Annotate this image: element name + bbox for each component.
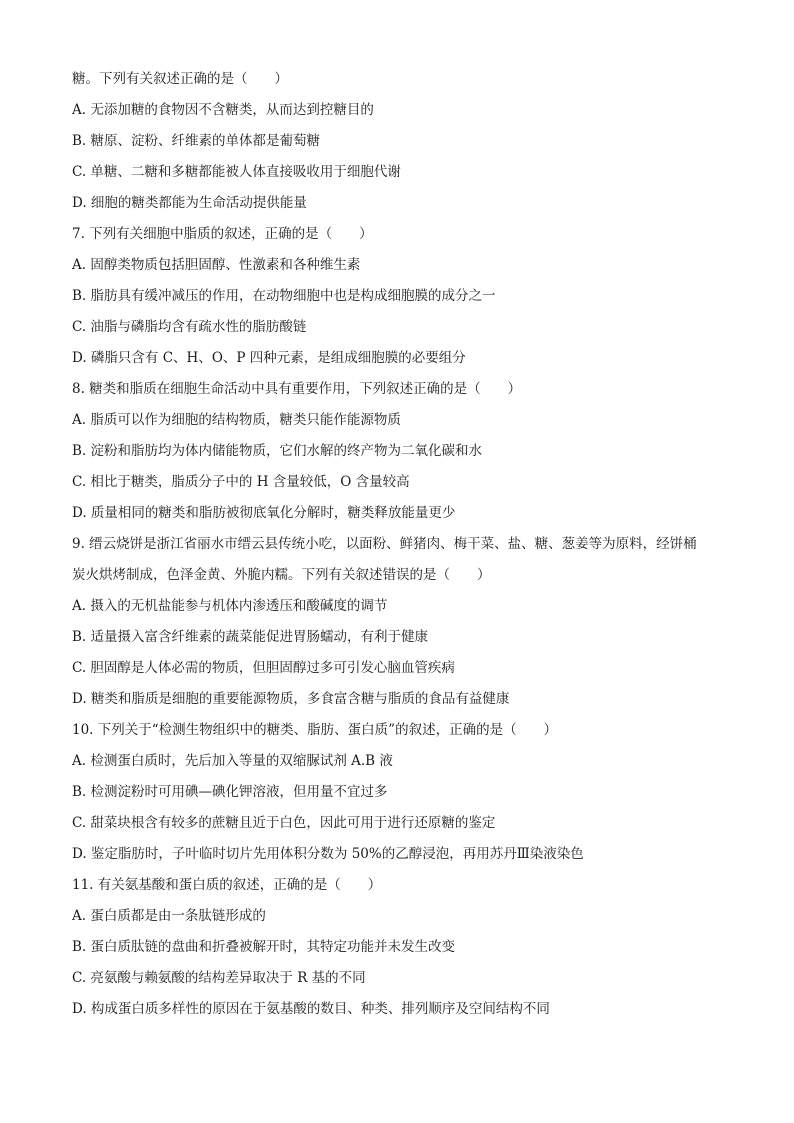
answer-option: B. 蛋白质肽链的盘曲和折叠被解开时，其特定功能并未发生改变 bbox=[72, 939, 456, 955]
answer-option: D. 磷脂只含有 C、H、O、P 四种元素，是组成细胞膜的必要组分 bbox=[72, 350, 466, 366]
answer-option: C. 亮氨酸与赖氨酸的结构差异取决于 R 基的不同 bbox=[72, 970, 366, 986]
document-page bbox=[72, 64, 752, 1025]
answer-option: C. 油脂与磷脂均含有疏水性的脂肪酸链 bbox=[72, 319, 307, 335]
answer-option: A. 摄入的无机盐能参与机体内渗透压和酸碱度的调节 bbox=[72, 598, 388, 614]
answer-option: B. 检测淀粉时可用碘—碘化钾溶液，但用量不宜过多 bbox=[72, 784, 388, 800]
question-stem-line: 7. 下列有关细胞中脂质的叙述，正确的是（ ） bbox=[72, 226, 373, 242]
answer-option: A. 固醇类物质包括胆固醇、性激素和各种维生素 bbox=[72, 257, 361, 273]
question-stem-line: 炭火烘烤制成，色泽金黄、外脆内糯。下列有关叙述错误的是（ ） bbox=[72, 567, 491, 583]
question-stem-line: 9. 缙云烧饼是浙江省丽水市缙云县传统小吃，以面粉、鲜猪肉、梅干菜、盐、糖、葱姜等为原料，经饼桶 bbox=[72, 536, 697, 552]
answer-option: C. 相比于糖类，脂质分子中的 H 含量较低，O 含量较高 bbox=[72, 474, 410, 490]
answer-option: D. 质量相同的糖类和脂肪被彻底氧化分解时，糖类释放能量更少 bbox=[72, 505, 456, 521]
question-stem-line: 11. 有关氨基酸和蛋白质的叙述，正确的是（ ） bbox=[72, 877, 382, 893]
answer-option: D. 构成蛋白质多样性的原因在于氨基酸的数目、种类、排列顺序及空间结构不同 bbox=[72, 1001, 550, 1017]
answer-option: C. 甜菜块根含有较多的蔗糖且近于白色，因此可用于进行还原糖的鉴定 bbox=[72, 815, 496, 831]
answer-option: C. 单糖、二糖和多糖都能被人体直接吸收用于细胞代谢 bbox=[72, 164, 401, 180]
answer-option: A. 无添加糖的食物因不含糖类，从而达到控糖目的 bbox=[72, 102, 374, 118]
answer-option: A. 检测蛋白质时，先后加入等量的双缩脲试剂 A.B 液 bbox=[72, 753, 393, 769]
answer-option: D. 细胞的糖类都能为生命活动提供能量 bbox=[72, 195, 307, 211]
answer-option: B. 淀粉和脂肪均为体内储能物质，它们水解的终产物为二氧化碳和水 bbox=[72, 443, 483, 459]
answer-option: C. 胆固醇是人体必需的物质，但胆固醇过多可引发心脑血管疾病 bbox=[72, 660, 455, 676]
answer-option: A. 蛋白质都是由一条肽链形成的 bbox=[72, 908, 266, 924]
question-stem-line: 糖。下列有关叙述正确的是（ ） bbox=[72, 71, 288, 87]
answer-option: B. 糖原、淀粉、纤维素的单体都是葡萄糖 bbox=[72, 133, 321, 149]
question-stem-line: 10. 下列关于“检测生物组织中的糖类、脂肪、蛋白质”的叙述，正确的是（ ） bbox=[72, 722, 558, 738]
question-stem-line: 8. 糖类和脂质在细胞生命活动中具有重要作用，下列叙述正确的是（ ） bbox=[72, 381, 522, 397]
answer-option: D. 鉴定脂肪时，子叶临时切片先用体积分数为 50%的乙醇浸泡，再用苏丹Ⅲ染液染色 bbox=[72, 846, 584, 862]
answer-option: B. 适量摄入富含纤维素的蔬菜能促进胃肠蠕动，有利于健康 bbox=[72, 629, 429, 645]
answer-option: D. 糖类和脂质是细胞的重要能源物质，多食富含糖与脂质的食品有益健康 bbox=[72, 691, 510, 707]
answer-option: B. 脂肪具有缓冲减压的作用，在动物细胞中也是构成细胞膜的成分之一 bbox=[72, 288, 496, 304]
answer-option: A. 脂质可以作为细胞的结构物质，糖类只能作能源物质 bbox=[72, 412, 401, 428]
